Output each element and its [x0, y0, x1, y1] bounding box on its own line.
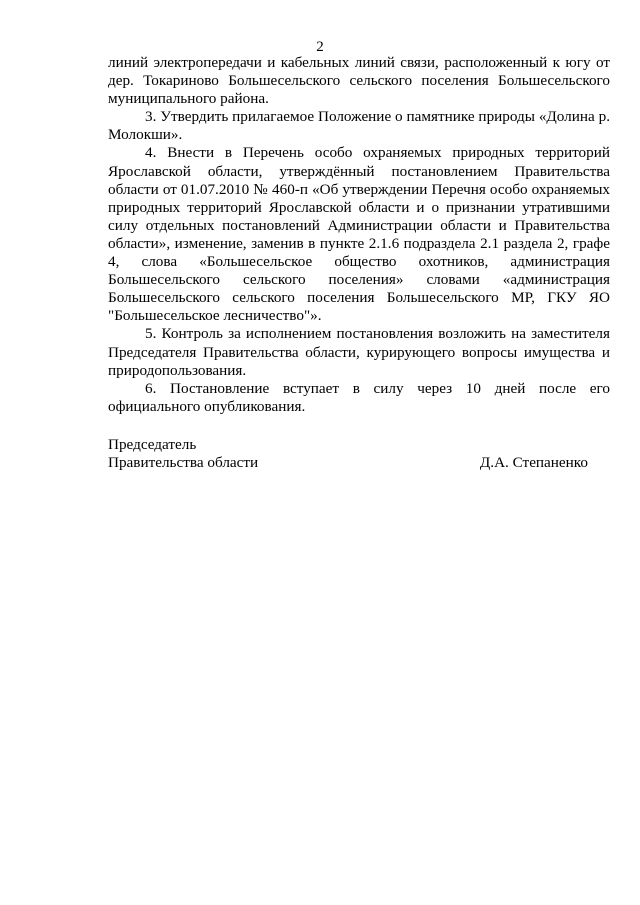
page-number: 2	[316, 39, 324, 55]
signatory-title-line2: Правительства области	[108, 454, 259, 472]
document-body	[108, 54, 610, 416]
paragraph-item-6: 6. Постановление вступает в силу через 10 дней после его официального опубликования.	[108, 379, 610, 415]
paragraph-continuation: линий электропередачи и кабельных линий связи, расположенный к югу от дер. Токариново Большесельского сельского поселения Большесельского муниципального района.	[108, 54, 610, 108]
paragraph-item-5: 5. Контроль за исполнением постановления возложить на заместителя Председателя Правительства области, курирующего вопросы имущества и природопользования.	[108, 325, 610, 379]
signatory-name: Д.А. Степаненко	[479, 454, 588, 472]
paragraph-item-3: 3. Утвердить прилагаемое Положение о памятнике природы «Долина р. Молокши».	[108, 108, 610, 144]
signatory-title-line1: Председатель	[108, 436, 197, 453]
paragraph-item-4: 4. Внести в Перечень особо охраняемых природных территорий Ярославской области, утверждённый постановлением Правительства области от 01.07.2010 № 460-п «Об утверждении Перечня особо охраняемых природных территорий Ярославской области и о признании утратившими силу отдельных постановлений Администрации области и Правительства области», изменение, заменив в пункте 2.1.6 подраздела 2.1 раздела 2, графе 4, слова «Большесельское общество охотников, администрация Большесельского сельского поселения» словами «администрация Большесельского сельского поселения Большесельского МР, ГКУ ЯО "Большесельское лесничество"».	[108, 144, 610, 325]
signature-block	[108, 436, 588, 472]
signature-line	[108, 454, 588, 472]
